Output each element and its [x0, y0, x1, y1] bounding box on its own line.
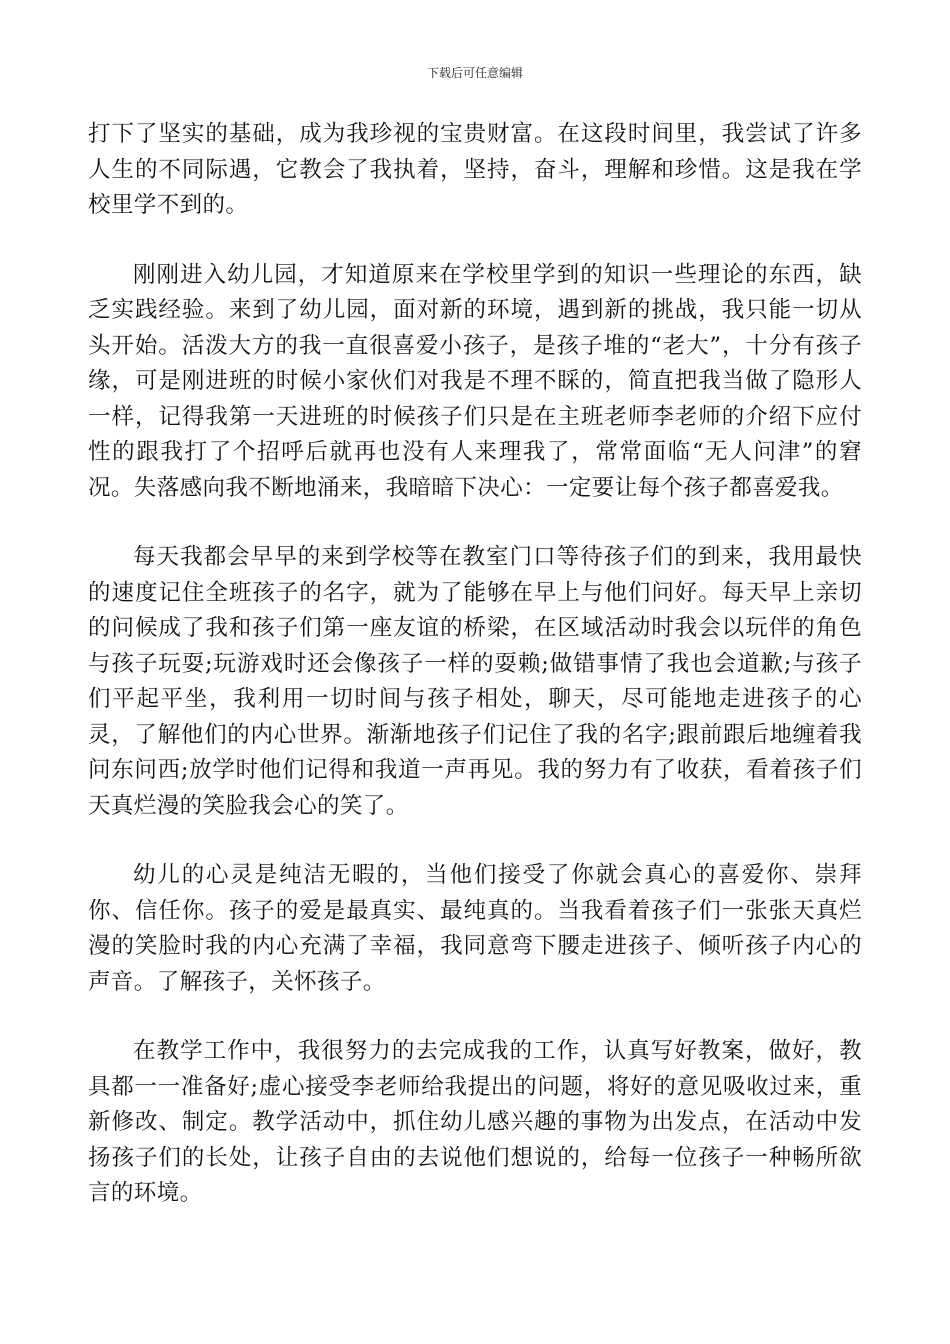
page-header: 下载后可任意编辑 — [426, 66, 523, 80]
paragraph-4: 幼儿的心灵是纯洁无暇的，当他们接受了你就会真心的喜爱你、崇拜你、信任你。孩子的爱是最真实、最纯真的。当我看着孩子们一张张天真烂漫的笑脸时我的内心充满了幸福，我同意弯下腰走进孩子、倾听孩子内心的声音。了解孩子，关怀孩子。 — [88, 862, 862, 995]
paragraph-3: 每天我都会早早的来到学校等在教室门口等待孩子们的到来，我用最快的速度记住全班孩子的名字，就为了能够在早上与他们问好。每天早上亲切的问候成了我和孩子们第一座友谊的桥梁，在区域活动时我会以玩伴的角色与孩子玩耍;玩游戏时还会像孩子一样的耍赖;做错事情了我也会道歉;与孩子们平起平坐，我利用一切时间与孩子相处，聊天，尽可能地走进孩子的心灵，了解他们的内心世界。渐渐地孩子们记住了我的名字;跟前跟后地缠着我问东问西;放学时他们记得和我道一声再见。我的努力有了收获，看着孩子们天真烂漫的笑脸我会心的笑了。 — [88, 544, 862, 819]
paragraph-5: 在教学工作中，我很努力的去完成我的工作，认真写好教案，做好，教具都一一准备好;虚心接受李老师给我提出的问题，将好的意见吸收过来，重新修改、制定。教学活动中，抓住幼儿感兴趣的事物为出发点，在活动中发扬孩子们的长处，让孩子自由的去说他们想说的，给每一位孩子一种畅所欲言的环境。 — [88, 1038, 862, 1206]
document-body — [88, 117, 862, 1246]
paragraph-1: 打下了坚实的基础，成为我珍视的宝贵财富。在这段时间里，我尝试了许多人生的不同际遇，它教会了我执着，坚持，奋斗，理解和珍惜。这是我在学校里学不到的。 — [88, 121, 862, 218]
paragraph-2: 刚刚进入幼儿园，才知道原来在学校里学到的知识一些理论的东西，缺乏实践经验。来到了幼儿园，面对新的环境，遇到新的挑战，我只能一切从头开始。活泼大方的我一直很喜爱小孩子，是孩子堆的“老大”，十分有孩子缘，可是刚进班的时候小家伙们对我是不理不睬的，简直把我当做了隐形人一样，记得我第一天进班的时候孩子们只是在主班老师李老师的介绍下应付性的跟我打了个招呼后就再也没有人来理我了，常常面临“无人问津”的窘况。失落感向我不断地涌来，我暗暗下决心：一定要让每个孩子都喜爱我。 — [88, 261, 862, 501]
